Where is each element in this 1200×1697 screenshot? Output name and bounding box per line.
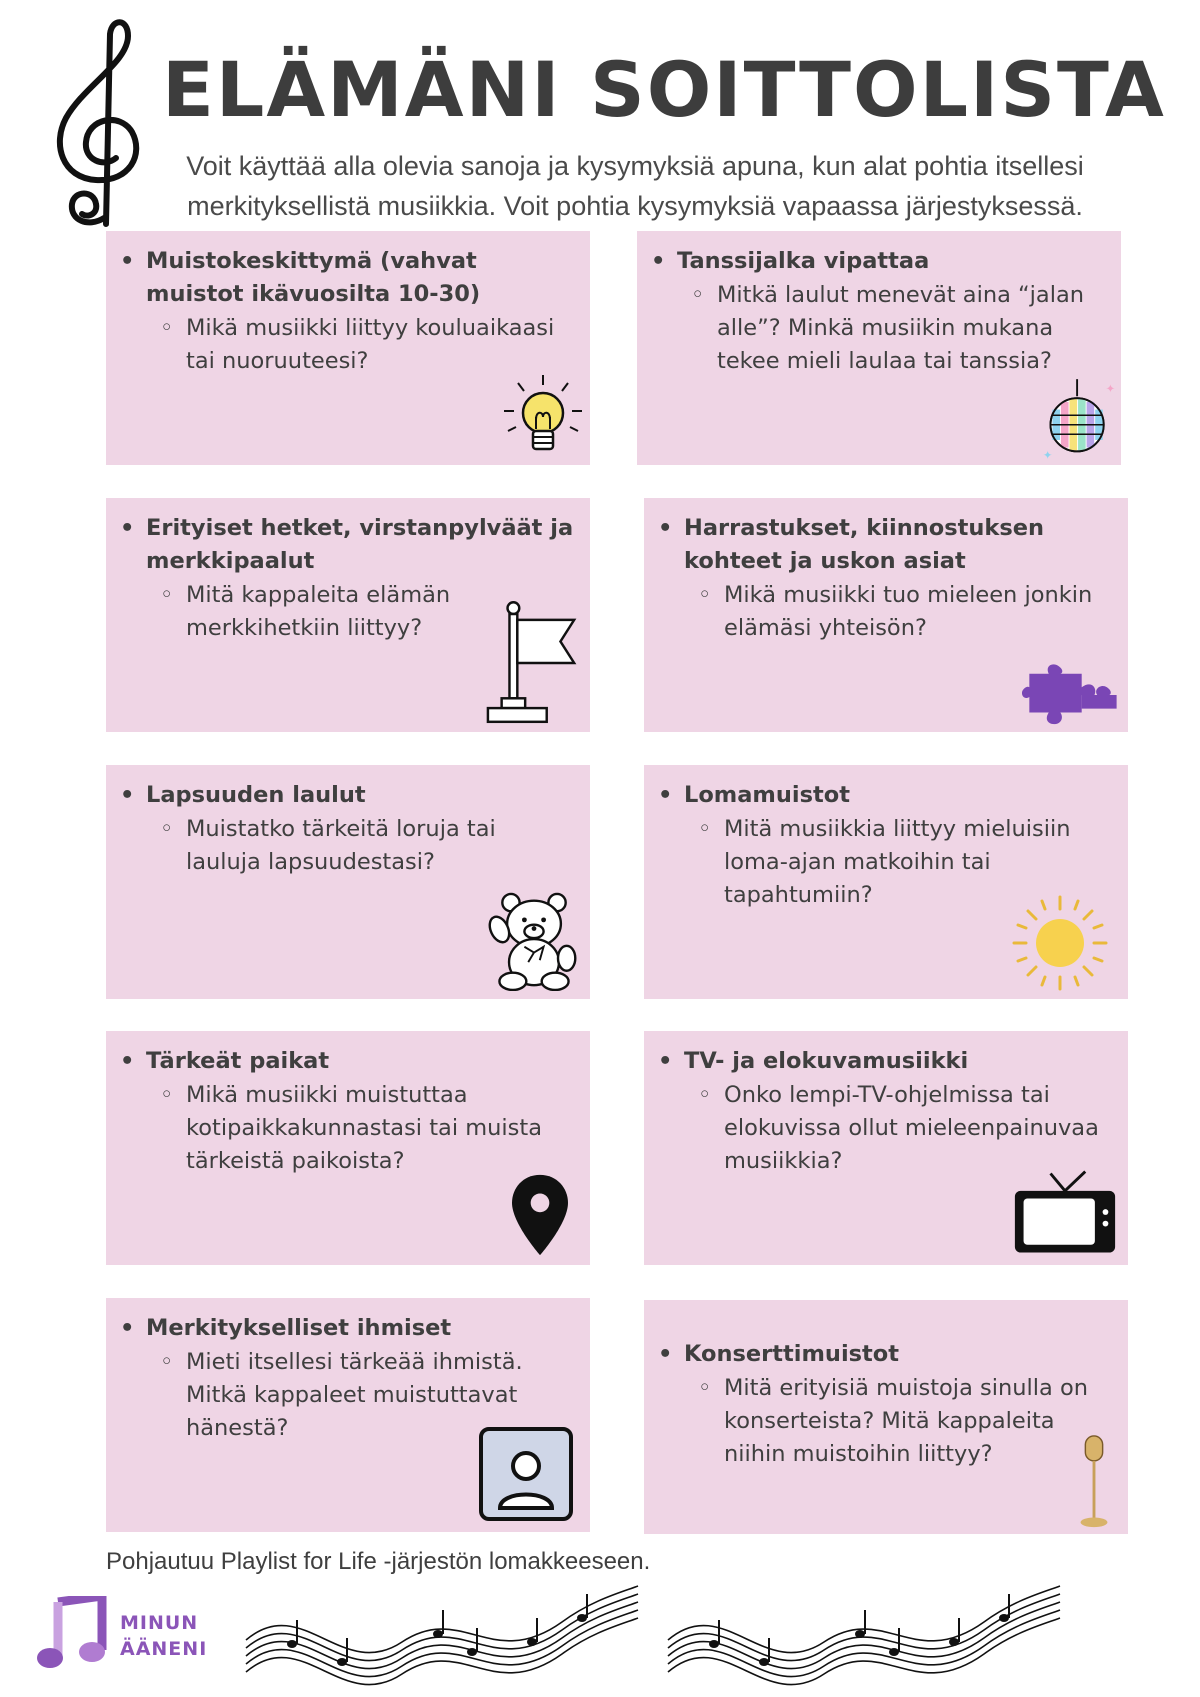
- card-question: ◦ Mitkä laulut menevät aina “jalan alle”? Minkä musiikin mukana tekee mieli laulaa tai tanssia?: [691, 279, 1107, 378]
- card-topic: • Tärkeät paikat: [120, 1045, 576, 1078]
- logo: [36, 1596, 226, 1680]
- topic-card: [637, 231, 1121, 465]
- music-staff-icon: [664, 1572, 1064, 1690]
- microphone-icon: [1074, 1434, 1114, 1530]
- card-question: ◦ Mitä kappaleita elämän merkkihetkiin liittyy?: [160, 579, 576, 645]
- card-topic: • Harrastukset, kiinnostuksen kohteet ja uskon asiat: [658, 512, 1114, 578]
- flag-icon: [484, 600, 582, 728]
- card-question: ◦ Onko lempi-TV-ohjelmissa tai elokuvissa ollut mieleenpainuvaa musiikkia?: [698, 1079, 1114, 1178]
- card-question: ◦ Mikä musiikki liittyy kouluaikaasi tai nuoruuteesi?: [160, 312, 576, 378]
- topic-card: [106, 498, 590, 732]
- disco-ball-icon: [1041, 377, 1117, 463]
- logo-note-icon: [36, 1596, 116, 1676]
- card-topic: • Konserttimuistot: [658, 1338, 1114, 1371]
- topic-card: [106, 765, 590, 999]
- card-question: ◦ Mieti itsellesi tärkeää ihmistä. Mitkä kappaleet muistuttavat hänestä?: [160, 1346, 576, 1445]
- page-subtitle: Voit käyttää alla olevia sanoja ja kysymyksiä apuna, kun alat pohtia itsellesi merkityksellistä musiikkia. Voit pohtia kysymyksiä vapaassa järjestyksessä.: [186, 151, 1084, 221]
- card-question: ◦ Muistatko tärkeitä loruja tai lauluja lapsuudestasi?: [160, 813, 576, 879]
- treble-clef-icon: [44, 14, 150, 228]
- topic-card: [106, 231, 590, 465]
- card-topic: • Lapsuuden laulut: [120, 779, 576, 812]
- topic-card: [644, 1031, 1128, 1265]
- television-icon: [1012, 1169, 1118, 1257]
- card-question: ◦ Mikä musiikki muistuttaa kotipaikkakunnastasi tai muista tärkeistä paikoista?: [160, 1079, 576, 1178]
- location-pin-icon: [510, 1173, 570, 1257]
- topic-card: [644, 498, 1128, 732]
- logo-text-line2: ÄÄNENI: [120, 1638, 208, 1660]
- topic-card: [644, 1300, 1128, 1534]
- person-icon: [478, 1426, 574, 1522]
- card-topic: • Muistokeskittymä (vahvat muistot ikävuosilta 10-30): [120, 245, 576, 311]
- svg-text:✦: ✦: [1105, 383, 1116, 396]
- credit-line: Pohjautuu Playlist for Life -järjestön lomakkeeseen.: [106, 1548, 651, 1575]
- svg-text:✦: ✦: [1042, 449, 1053, 462]
- topic-card: [644, 765, 1128, 999]
- lightbulb-icon: [498, 371, 588, 461]
- teddy-bear-icon: [486, 891, 582, 991]
- topic-card: [106, 1298, 590, 1532]
- card-topic: • Merkitykselliset ihmiset: [120, 1312, 576, 1345]
- card-question: ◦ Mikä musiikki tuo mieleen jonkin elämäsi yhteisön?: [698, 579, 1114, 645]
- card-question: ◦ Mitä musiikkia liittyy mieluisiin loma-ajan matkoihin tai tapahtumiin?: [698, 813, 1114, 912]
- card-topic: • TV- ja elokuvamusiikki: [658, 1045, 1114, 1078]
- card-topic: • Lomamuistot: [658, 779, 1114, 812]
- card-question: ◦ Mitä erityisiä muistoja sinulla on konserteista? Mitä kappaleita niihin muistoihin liittyy?: [698, 1372, 1114, 1471]
- topic-card: [106, 1031, 590, 1265]
- sun-icon: [1010, 893, 1110, 993]
- page-title: ELÄMÄNI SOITTOLISTA: [162, 45, 1166, 134]
- card-topic: • Tanssijalka vipattaa: [651, 245, 1107, 278]
- puzzle-piece-icon: [1022, 664, 1122, 728]
- music-staff-icon: [242, 1572, 642, 1690]
- card-topic: • Erityiset hetket, virstanpylväät ja merkkipaalut: [120, 512, 576, 578]
- logo-text-line1: MINUN: [120, 1612, 199, 1634]
